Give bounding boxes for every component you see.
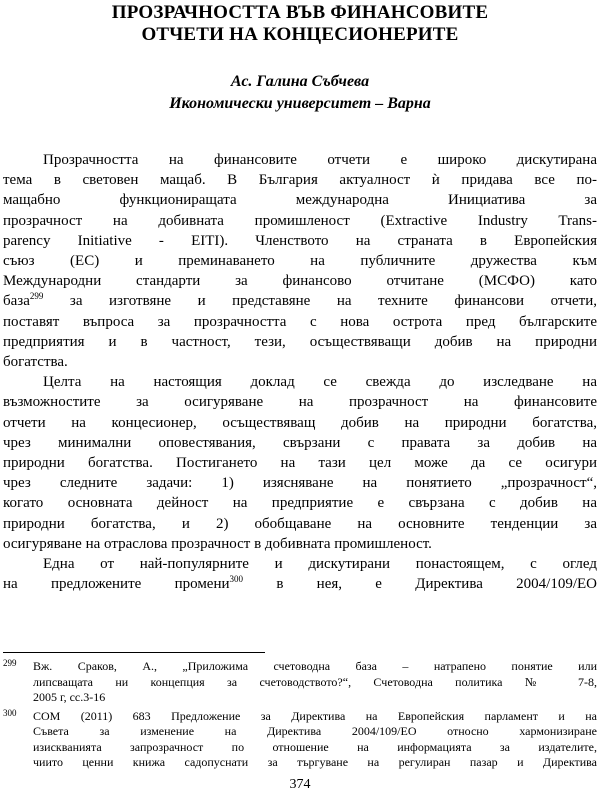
body-text: [3, 150, 597, 594]
text-line: богатства.: [3, 354, 68, 371]
text-line: чрез следните задачи: 1) изясняване на понятието „прозрачност“,: [3, 475, 597, 492]
footnote-line: чиито ценни книжа садопуснати за търгуване на регулиран пазар и Директива: [33, 755, 597, 769]
footnote-number: 299: [3, 658, 17, 668]
author-name: Ас. Галина Събчева: [230, 73, 370, 90]
footnote-299: [3, 659, 597, 706]
footnote-line: изискванията запрозрачност по отношение на информацията за издателите,: [33, 739, 597, 754]
footnote-line: Съвета за изменение на Директива 2004/109/ЕО относно хармонизиране: [33, 724, 597, 738]
text-line: отчети на концесионер, осъществяващ добив на природни богатства,: [3, 414, 597, 431]
footnotes: [3, 659, 597, 774]
paragraph-3: [3, 554, 597, 594]
footnote-line: 2005 г, сс.3-16: [33, 690, 106, 704]
text-line: съюз (ЕС) и преминаването на публичните дружества към: [3, 253, 597, 270]
text-line: осигуряване на отраслова прозрачност в добивната промишленост.: [3, 535, 432, 552]
footnote-line: COM (2011) 683 Предложение за Директива на Европейския парламент и на: [33, 708, 597, 723]
text-line: мащабно функциониращата международна Инициатива за: [3, 192, 597, 209]
paper-title-line-2: ОТЧЕТИ НА КОНЦЕСИОНЕРИТЕ: [141, 24, 459, 45]
text-line: прозрачност на добивната промишленост (Extractive Industry Trans-: [3, 212, 597, 229]
text-line-with-footnote: [3, 574, 597, 594]
text-segment: в нея, е Директива 2004/109/ЕО: [243, 576, 597, 593]
text-line: чрез минимални оповестявания, свързани с правата за добив на: [3, 434, 597, 451]
footnote-line: Вж. Сраков, А., „Приложима счетоводна база – натрапено понятие или: [33, 659, 597, 673]
footnote-number: 300: [3, 707, 17, 718]
text-line: parency Initiative - EITI). Членството на страната в Европейския: [3, 232, 597, 249]
paragraph-1: [3, 150, 597, 372]
author-affiliation: Икономически университет – Варна: [169, 95, 431, 112]
text-line: Прозрачността на финансовите отчети е широко дискутирана: [43, 152, 597, 168]
text-segment: на предложените промени: [3, 576, 230, 593]
page-number: 374: [289, 777, 311, 792]
footnote-line: липсващата ни концепция за счетоводството?“, Счетоводна политика № 7-8,: [33, 674, 597, 689]
paper-title-line-1: ПРОЗРАЧНОСТТА ВЪВ ФИНАНСОВИТЕ: [111, 2, 489, 23]
footnote-ref-300[interactable]: 300: [229, 574, 244, 585]
text-line: предприятия и в частност, тези, осъществяващи добив на природни: [3, 333, 597, 350]
text-line: възможностите за осигуряване на прозрачност на финансовите: [3, 394, 597, 411]
footnote-300: [3, 709, 597, 771]
text-line: Международни стандарти за финансово отчитане (МСФО) като: [3, 273, 597, 290]
text-line: природни богатства, и 2) обобщаване на основните тенденции за: [3, 515, 597, 532]
footnote-separator: [3, 652, 265, 653]
text-line: поставят въпроса за прозрачността с нова острота пред българските: [3, 313, 597, 330]
text-line: природни богатства. Постигането на тази цел може да се осигури: [3, 455, 597, 472]
footnote-ref-299[interactable]: 299: [29, 291, 44, 302]
text-segment: база: [3, 293, 30, 310]
text-line: тема в световен мащаб. В България актуалност ѝ придава все по-: [3, 172, 597, 189]
text-line-with-footnote: [3, 291, 597, 311]
text-segment: за изготвяне и представяне на техните финансови отчети,: [43, 293, 597, 310]
text-line: Целта на настоящия доклад се свежда до изследване на: [43, 374, 597, 391]
text-line: Една от най-популярните и дискутирани понастоящем, с оглед: [43, 556, 597, 573]
paragraph-2: [3, 372, 597, 554]
text-line: когато основната дейност на предприятие е свързана с добив на: [3, 495, 597, 512]
